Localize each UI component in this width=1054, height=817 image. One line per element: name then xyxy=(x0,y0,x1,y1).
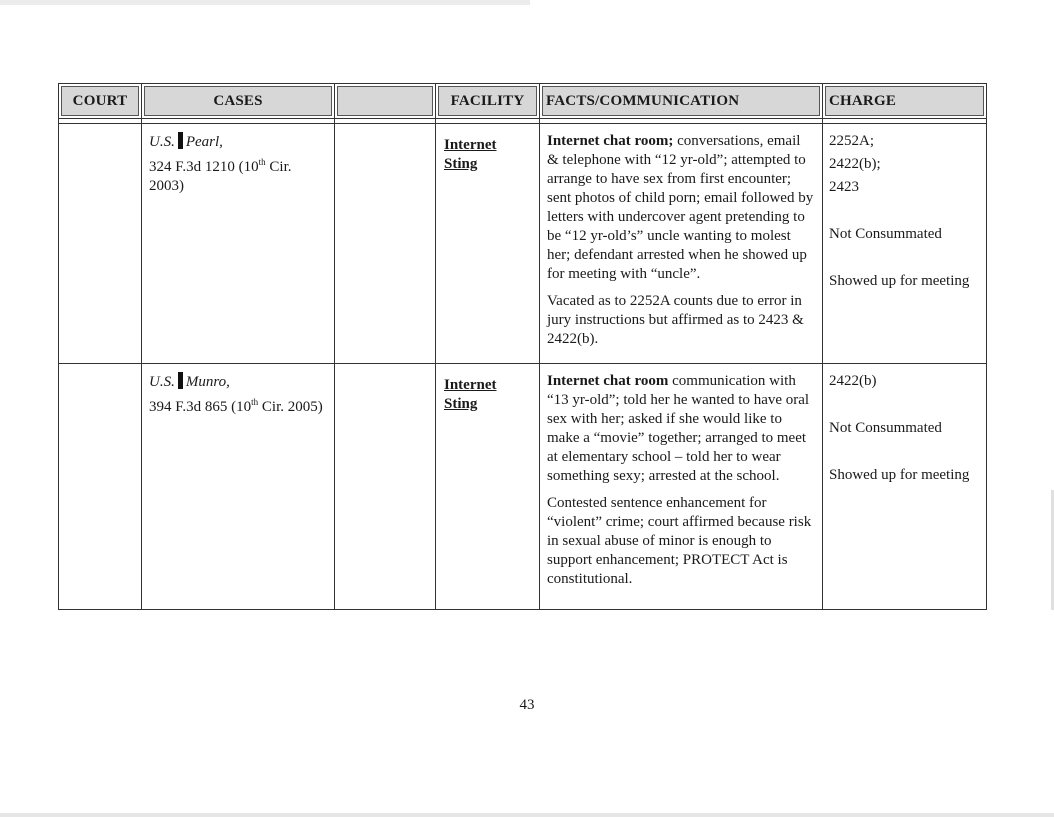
charge-code: 2422(b); xyxy=(829,156,881,172)
charge-status: Not Consummated xyxy=(829,226,942,242)
facts-cell xyxy=(540,364,823,610)
charge-code: 2252A; xyxy=(829,133,874,149)
facility-cell xyxy=(436,364,540,610)
facts-note: Vacated as to 2252A counts due to error in jury instructions but affirmed as to 2423 & 2422(b). xyxy=(547,293,804,347)
table-row xyxy=(59,124,987,364)
facility-label: Internet Sting xyxy=(444,137,497,172)
header-charge: CHARGE xyxy=(823,84,987,119)
facts-cell xyxy=(540,124,823,364)
redaction-mark xyxy=(178,372,183,389)
case-title xyxy=(149,372,326,392)
court-cell xyxy=(59,124,142,364)
case-prefix: U.S. xyxy=(149,374,175,390)
case-prefix: U.S. xyxy=(149,134,175,150)
case-cell xyxy=(142,364,335,610)
facts-text: Internet chat room communication with “13 yr-old”; told her he wanted to have oral sex with her; asked if she would like to make a “movie” together; arranged to meet at elementary school – told her to wear something sexy; arrested at the school. xyxy=(547,373,810,484)
case-name: Pearl, xyxy=(185,134,223,150)
facts-text: Internet chat room; conversations, email & telephone with “12 yr-old”; attempted to arrange to have sex from first encounter; sent photos of child porn; email followed by letters with undercover agent pretending to be “12 yr-old’s” uncle wanting to molest her; defendant arrested when he showed up for meeting with “uncle”. xyxy=(547,133,814,282)
court-cell xyxy=(59,364,142,610)
header-court: COURT xyxy=(59,84,142,119)
charge-meeting: Showed up for meeting xyxy=(829,467,970,483)
blank-cell xyxy=(335,124,436,364)
charge-code: 2422(b) xyxy=(829,373,877,389)
charge-code: 2423 xyxy=(829,179,859,195)
facility-label: Internet Sting xyxy=(444,377,497,412)
header-facility: FACILITY xyxy=(436,84,540,119)
case-title xyxy=(149,132,326,152)
charge-status: Not Consummated xyxy=(829,420,942,436)
header-facts: FACTS/COMMUNICATION xyxy=(540,84,823,119)
redaction-mark xyxy=(178,132,183,149)
blank-cell xyxy=(335,364,436,610)
page-number: 43 xyxy=(519,697,535,713)
charge-meeting: Showed up for meeting xyxy=(829,273,970,289)
case-citation: 324 F.3d 1210 (10th Cir. 2003) xyxy=(149,157,292,194)
table-row xyxy=(59,364,987,610)
facility-cell xyxy=(436,124,540,364)
charge-cell xyxy=(823,364,987,610)
charge-cell xyxy=(823,124,987,364)
header-cases: CASES xyxy=(142,84,335,119)
scan-edge-top xyxy=(0,0,530,5)
scan-edge-bottom xyxy=(0,813,1054,817)
table-header xyxy=(59,84,987,119)
case-table xyxy=(58,83,987,610)
case-cell xyxy=(142,124,335,364)
case-name: Munro, xyxy=(185,374,230,390)
case-citation: 394 F.3d 865 (10th Cir. 2005) xyxy=(149,397,323,415)
header-blank xyxy=(335,84,436,119)
facts-note: Contested sentence enhancement for “violent” crime; court affirmed because risk in sexual abuse of minor is enough to support enhancement; PROTECT Act is constitutional. xyxy=(547,495,812,587)
